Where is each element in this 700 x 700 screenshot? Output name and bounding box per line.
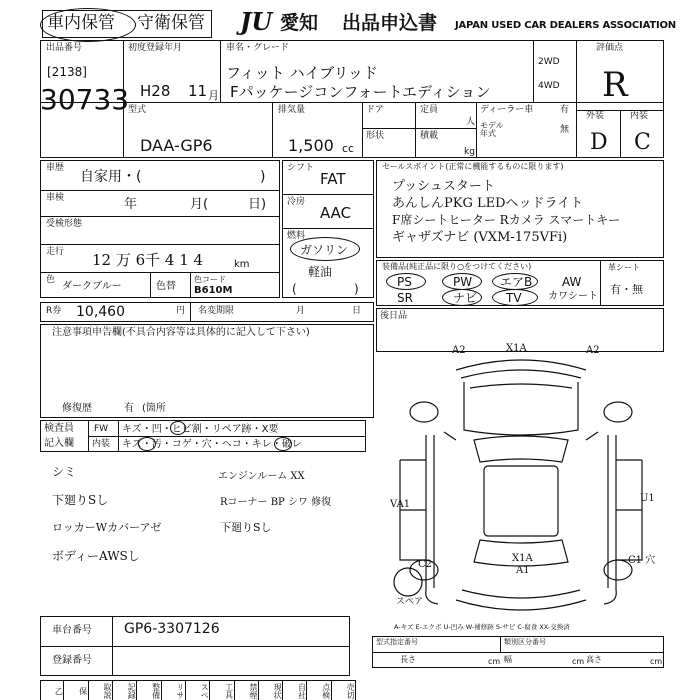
fuel-label: 燃料	[287, 231, 306, 241]
handwritten-note-5: エンジンルーム XX	[218, 471, 305, 482]
displacement-unit: cc	[342, 142, 355, 155]
color-code-label: 色コード	[194, 275, 226, 284]
first-reg-month-unit: 月	[208, 89, 219, 102]
expiry-day: 日	[352, 306, 362, 316]
front-bumper	[456, 360, 586, 370]
history-label: 車歴	[46, 163, 65, 173]
fuel-gasoline: ガソリン	[300, 243, 349, 257]
history-close: )	[260, 169, 266, 185]
color-code-value: B610M	[194, 285, 233, 296]
equip-airbag: エアB	[500, 275, 533, 289]
after-items-label: 後日品	[380, 311, 408, 321]
color-value: ダークブルー	[62, 281, 122, 292]
load-label: 積載	[420, 131, 439, 141]
dealer-no: 無	[560, 125, 570, 135]
selling-point-2: あんしんPKG LEDヘッドライト	[392, 196, 584, 211]
brand-name: 愛知	[280, 12, 319, 34]
diagram-mark-front-bumper: X1A	[506, 343, 527, 354]
width-label: 幅	[504, 655, 512, 664]
document-cell: 点検	[307, 680, 331, 700]
score-label: 評価点	[596, 43, 624, 53]
score-value: R	[602, 65, 628, 105]
inspector-int-text: キズ・汚・コゲ・穴・ヘコ・キレ・破レ	[122, 439, 302, 450]
diagram-mark-front-right: A2	[586, 345, 600, 356]
model-value: DAA-GP6	[140, 136, 213, 155]
tag-vehicle-storage: 車内保管	[47, 13, 115, 33]
history-value: 自家用・(	[80, 169, 142, 185]
mileage-unit: km	[234, 259, 250, 270]
inspector-fw-dent-circle	[170, 421, 186, 435]
equip-pw-circle	[442, 273, 482, 290]
equip-navi: ナビ	[453, 291, 478, 305]
repair-history-label: 修復歴	[62, 403, 92, 414]
diagram-mark-rear-center-2: A1	[516, 565, 530, 576]
tag-box	[42, 10, 212, 38]
lot-number: 30733	[40, 83, 130, 116]
class-number-label: 類別区分番号	[504, 638, 546, 646]
notes-label: 注意事項申告欄(不具合内容等は具体的に記入して下さい)	[52, 327, 310, 338]
recycle-unit: 円	[176, 306, 186, 316]
shaken-day: 日)	[248, 197, 267, 212]
color-label: 色	[46, 275, 56, 285]
diagram-mark-rear-center: X1A	[512, 553, 533, 564]
interior-label: 内装	[630, 111, 649, 121]
document-cell: 自社	[283, 680, 307, 700]
rear-bumper	[456, 600, 586, 610]
selling-point-1: プッシュスタート	[392, 179, 495, 194]
document-cell: 工具	[210, 680, 234, 700]
expiry-label: 名変期限	[198, 306, 235, 316]
handwritten-note-2: 下廻りSし	[52, 493, 109, 507]
inspector-int-mark-circle-2	[274, 437, 292, 451]
shift-label: シフト	[287, 163, 315, 173]
document-cell: 売切	[332, 680, 356, 700]
height-label: 高さ	[586, 655, 602, 664]
car-name: フィット ハイブリッド	[226, 64, 378, 82]
document-cell: 整備	[137, 680, 161, 700]
association-name: JAPAN USED CAR DEALERS ASSOCIATION	[455, 20, 676, 31]
document-cell: 記録	[113, 680, 137, 700]
chassis-number: GP6-3307126	[124, 621, 220, 637]
document-cell: 取説	[89, 680, 113, 700]
displacement-value: 1,500	[288, 136, 334, 155]
hood-outline	[464, 382, 578, 435]
equip-pw: PW	[453, 275, 473, 289]
ju-logo: JU	[240, 7, 273, 36]
length-unit: cm	[488, 657, 501, 666]
car-grade: Fパッケージコンフォートエディション	[230, 83, 491, 101]
damage-legend: A-キズ E-エクボ U-凹み W-補修跡 S-サビ C-腐食 XX-交換済	[394, 623, 570, 631]
equip-ps-circle	[386, 273, 426, 290]
handwritten-note-7: 下廻りSし	[220, 521, 272, 534]
spare-tire	[394, 568, 422, 596]
document-cell: リサ	[162, 680, 186, 700]
windshield	[474, 436, 568, 462]
handwritten-note-3: ロッカーWカバーアゼ	[52, 521, 162, 534]
first-reg-era: H28	[140, 82, 171, 100]
inspector-fw-text: キズ・凹・ヒビ割・リペア跡・X要	[122, 424, 279, 435]
displacement-label: 排気量	[278, 105, 306, 115]
equip-aw: AW	[562, 275, 582, 289]
diagram-mark-right-door: U1	[640, 493, 655, 504]
equip-sr: SR	[397, 291, 413, 305]
repair-history-place: (箇所	[142, 403, 166, 414]
inspector-int-label: 内装	[92, 439, 111, 449]
diagram-mark-rear-left: C2	[418, 559, 433, 570]
spare-label: スペア	[396, 597, 424, 607]
equip-navi-circle	[442, 289, 482, 306]
mileage-label: 走行	[46, 247, 65, 257]
load-unit: kg	[464, 147, 475, 157]
inspector-label-1: 検査員	[44, 423, 74, 434]
tag-guard-storage: 守衛保管	[137, 13, 205, 33]
equip-airbag-circle	[492, 273, 538, 290]
exterior-score: D	[590, 130, 608, 155]
height-unit: cm	[650, 657, 663, 666]
spec-number-label: 型式指定番号	[376, 638, 418, 646]
diagram-mark-rear-right: C1 穴	[628, 555, 656, 566]
selling-points-label: セールスポイント(正常に機能するものに限ります)	[382, 162, 564, 171]
drive-4wd: 4WD	[538, 81, 560, 91]
model-year-label: モデル年式	[480, 121, 504, 138]
first-reg-label: 初度登録年月	[128, 43, 183, 53]
ac-value: AAC	[320, 204, 352, 222]
capacity-label: 定員	[420, 105, 439, 115]
front-left-wheel	[410, 402, 438, 422]
shaken-month: 月(	[190, 197, 209, 212]
fuel-diesel: 軽油	[308, 265, 333, 279]
documents-cells	[40, 680, 356, 700]
lot-sub-number: [2138]	[47, 65, 87, 79]
leather-seat-label: 革シート	[608, 263, 640, 272]
dealer-car-label: ディーラー車	[480, 105, 534, 115]
interior-score: C	[634, 130, 651, 155]
recycle-value: 10,460	[76, 304, 125, 320]
lot-number-label: 出品番号	[46, 43, 83, 53]
diagram-mark-left-door: VA1	[390, 499, 411, 510]
model-label: 型式	[128, 105, 147, 115]
front-right-wheel	[604, 402, 632, 422]
selling-point-4: ギャザズナビ (VXM-175VFi)	[392, 230, 568, 245]
selling-point-3: F席シートヒーター Rカメラ スマートキー	[392, 213, 621, 227]
mileage-value: 12 万 6千 4 1 4	[92, 251, 204, 269]
shaken-label: 車検	[46, 193, 65, 203]
length-label: 長さ	[400, 655, 416, 664]
exterior-label: 外装	[586, 111, 605, 121]
first-reg-month: 11	[188, 82, 208, 100]
inspector-label-2: 記入欄	[44, 438, 74, 449]
equip-tv-circle	[492, 289, 538, 306]
shift-value: FAT	[320, 170, 346, 188]
diagram-mark-front-left: A2	[452, 345, 466, 356]
car-name-label: 車名・グレード	[226, 43, 290, 53]
fuel-close-paren: )	[354, 282, 359, 296]
warranty-label: 受検形態	[46, 219, 83, 229]
width-unit: cm	[572, 657, 585, 666]
document-cell: 乙	[40, 680, 64, 700]
car-damage-diagram	[386, 340, 656, 630]
leather-seat-value: 有・無	[610, 283, 643, 296]
handwritten-note-1: シミ	[52, 465, 77, 479]
drive-2wd: 2WD	[538, 57, 560, 67]
handwritten-note-4: ボディーAWSし	[52, 549, 140, 563]
expiry-month: 月	[296, 306, 306, 316]
color-change-label: 色替	[156, 281, 176, 292]
registration-number-label: 登録番号	[52, 655, 92, 666]
shape-label: 形状	[366, 131, 385, 141]
equip-tv: TV	[506, 291, 522, 305]
ac-label: 冷房	[287, 197, 306, 207]
fuel-open-paren: (	[292, 282, 297, 296]
document-cell: スペ	[186, 680, 210, 700]
roof	[484, 466, 558, 536]
document-title: 出品申込書	[342, 12, 438, 34]
document-cell: 禁煙	[235, 680, 259, 700]
equip-captain-seat: カワシート	[548, 291, 598, 302]
capacity-unit: 人	[466, 117, 476, 127]
doors-label: ドア	[366, 105, 384, 115]
repair-history-value: 有	[124, 403, 134, 414]
equip-ps: PS	[397, 275, 412, 289]
recycle-label: R券	[46, 306, 62, 316]
inspector-int-mark-circle-1	[138, 437, 156, 451]
inspector-fw-label: FW	[94, 424, 109, 434]
document-cell: 現状	[259, 680, 283, 700]
document-cell: 保	[64, 680, 88, 700]
fuel-gasoline-circle	[290, 237, 360, 261]
dealer-yes: 有	[560, 105, 570, 115]
equipment-label: 装備品(純正品に限り○をつけてください)	[382, 262, 532, 271]
shaken-year: 年	[124, 197, 138, 212]
chassis-number-label: 車台番号	[52, 625, 92, 636]
handwritten-note-6: Rコーナー BP シワ 修復	[220, 497, 332, 508]
usage-section	[40, 160, 280, 298]
